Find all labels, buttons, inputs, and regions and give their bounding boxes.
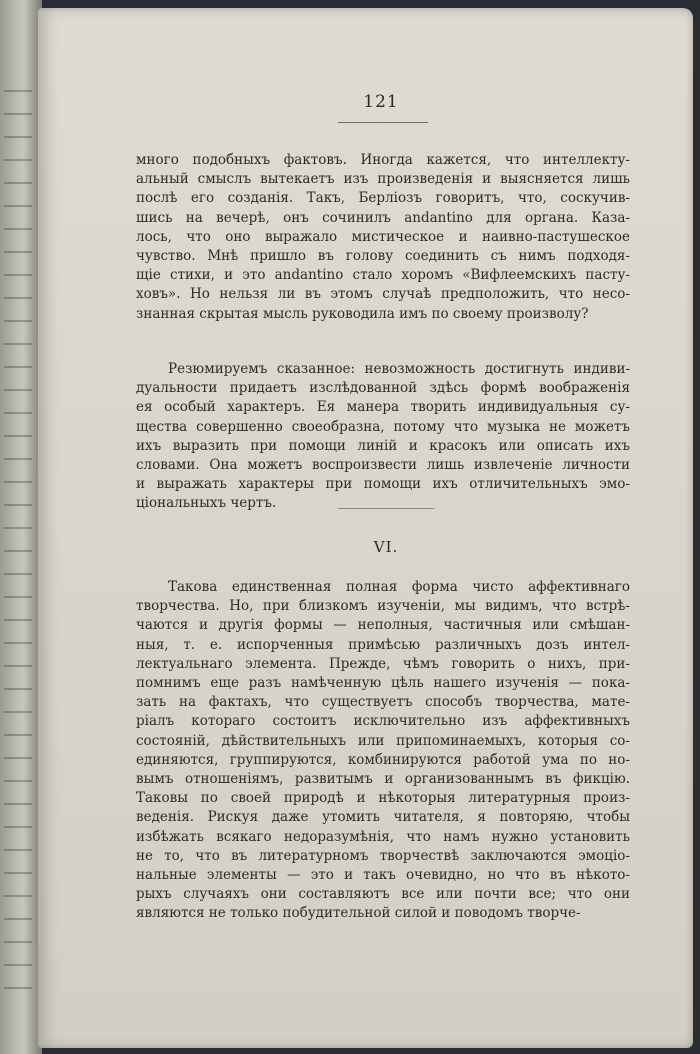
paragraph-summary (136, 360, 630, 514)
text-line: помнимъ еще разъ намѣченную цѣль нашего изученія — пока- (136, 675, 630, 692)
text-line: единяются, группируются, комбинируются работой ума по но- (136, 751, 630, 768)
text-line: словами. Она можетъ воспроизвести лишь извлеченіе личности (136, 457, 630, 474)
text-line: и выражать характеры при помощи ихъ отличительныхъ эмо- (136, 476, 630, 493)
section-divider (338, 508, 434, 509)
text-line: состояній, дѣйствительныхъ или припоминаемыхъ, которыя со- (136, 732, 630, 749)
text-line: Резюмируемъ сказанное: невозможность достигнуть индиви- (168, 361, 630, 377)
text-line: Таковы по своей природѣ и нѣкоторыя литературныя произ- (136, 790, 630, 807)
text-line: дуальности придаетъ изслѣдованной здѣсь формѣ воображенія (136, 380, 630, 397)
text-line: веденія. Рискуя даже утомить читателя, я повторяю, чтобы (136, 809, 630, 826)
paragraph-section-vi (136, 578, 630, 924)
text-line: чувство. Мнѣ пришло въ голову соединить съ нимъ подходя- (136, 248, 630, 265)
text-line: Такова единственная полная форма чисто аффективнаго (168, 579, 630, 595)
text-line: рыхъ случаяхъ они составляютъ все или почти все; что они (136, 886, 630, 903)
text-line: лось, что оно выражало мистическое и наивно-пастушеское (136, 228, 630, 245)
adjacent-page-text-shadow (4, 90, 32, 990)
text-line: шись на вечерѣ, онъ сочинилъ andantino для органа. Каза- (136, 209, 630, 226)
text-line: нальные элементы — это и такъ очевидно, но что въ нѣкото- (136, 867, 630, 884)
text-line: избѣжать всякаго недоразумѣнія, что намъ нужно установить (136, 828, 630, 845)
text-line: щества совершенно своеобразна, потому что музыка не можетъ (136, 418, 630, 435)
text-line: альный смыслъ вытекаетъ изъ произведенія и выясняется лишь (136, 171, 630, 188)
text-line: зать на фактахъ, что существуетъ способъ творчества, мате- (136, 694, 630, 711)
text-line: являются не только побудительной силой и поводомъ творче- (136, 905, 581, 922)
text-line: ріалъ котораго состоитъ исключительно изъ аффективныхъ (136, 713, 630, 730)
text-line: ныя, т. е. испорченныя примѣсью различныхъ дозъ интел- (136, 636, 630, 653)
text-line: ея особый характеръ. Ея манера творить индивидуальныя су- (136, 399, 630, 416)
text-line: много подобныхъ фактовъ. Иногда кажется, что интеллекту- (136, 152, 630, 168)
text-line: лектуальнаго элемента. Прежде, чѣмъ говорить о нихъ, при- (136, 655, 630, 672)
text-line: вымъ отношеніямъ, развитымъ и организованнымъ въ фикцію. (136, 771, 630, 788)
text-line: ихъ выразить при помощи линій и красокъ или описать ихъ (136, 437, 630, 454)
adjacent-page-edge (0, 0, 42, 1054)
page-number: 121 (363, 92, 399, 112)
paragraph-continuation (136, 151, 630, 324)
text-line: не то, что въ литературномъ творчествѣ заключаются эмоціо- (136, 847, 630, 864)
text-line: чаются и другія формы — неполныя, частичныя или смѣшан- (136, 617, 630, 634)
text-line: послѣ его созданія. Такъ, Берліозъ говоритъ, что, соскучив- (136, 190, 630, 207)
text-line: знанная скрытая мысль руководила имъ по своему произволу? (136, 305, 589, 322)
text-line: ціональныхъ чертъ. (136, 495, 277, 512)
page-number-rule (338, 122, 428, 123)
text-line: щіе стихи, и это andantino стало хоромъ «Вифлеемскихъ пасту- (136, 267, 630, 284)
text-line: творчества. Но, при близкомъ изученіи, мы видимъ, что встрѣ- (136, 598, 630, 615)
text-line: ховъ». Но нельзя ли въ этомъ случаѣ предположить, что несо- (136, 286, 630, 303)
section-heading: VI. (373, 538, 399, 556)
book-page (38, 8, 693, 1048)
